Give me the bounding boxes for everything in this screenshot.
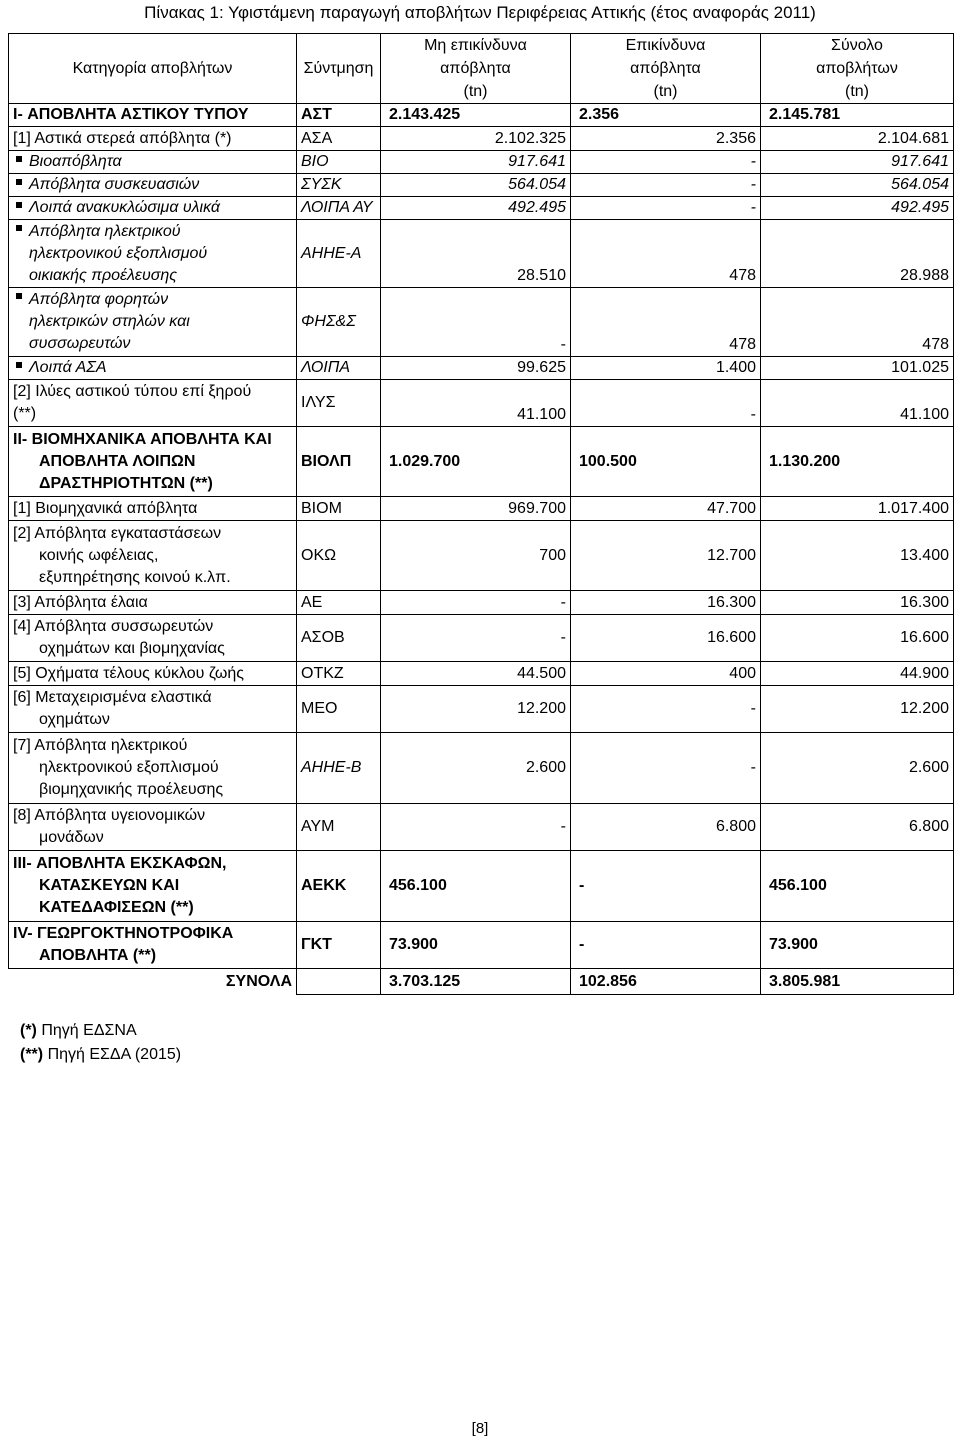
row-label: [4] Απόβλητα συσσωρευτών οχημάτων και βιομηχανίας bbox=[9, 615, 297, 662]
row-total: 6.800 bbox=[761, 804, 954, 851]
row-label: [5] Οχήματα τέλους κύκλου ζωής bbox=[9, 662, 297, 686]
row-total: 478 bbox=[761, 288, 954, 357]
row-hazardous: - bbox=[571, 733, 761, 804]
row-hazardous: - bbox=[571, 197, 761, 220]
row-label: Απόβλητα φορητών ηλεκτρικών στηλών και συσσωρευτών bbox=[9, 288, 297, 357]
bullet-icon bbox=[16, 179, 22, 185]
row-label: [1] Βιομηχανικά απόβλητα bbox=[9, 497, 297, 521]
row-hazardous: 47.700 bbox=[571, 497, 761, 521]
row-abbr: ΑΣΤ bbox=[297, 104, 381, 127]
row-label: [2] Ιλύες αστικού τύπου επί ξηρού (**) bbox=[9, 380, 297, 427]
row-abbr: ΒΙΟΜ bbox=[297, 497, 381, 521]
row-abbr: ΣΥΣΚ bbox=[297, 174, 381, 197]
row-nonhazardous: 2.600 bbox=[381, 733, 571, 804]
row-label: [2] Απόβλητα εγκαταστάσεων κοινής ωφέλειας, εξυπηρέτησης κοινού κ.λπ. bbox=[9, 521, 297, 591]
row-nonhazardous: 564.054 bbox=[381, 174, 571, 197]
table-row bbox=[9, 733, 954, 804]
footnote-source-2: (**) Πηγή ΕΣΔΑ (2015) bbox=[20, 1046, 182, 1063]
row-label: [1] Αστικά στερεά απόβλητα (*) bbox=[9, 127, 297, 151]
row-abbr: ΑΥΜ bbox=[297, 804, 381, 851]
table-row bbox=[9, 521, 954, 591]
row-nonhazardous: 969.700 bbox=[381, 497, 571, 521]
row-abbr: ΒΙΟΛΠ bbox=[297, 427, 381, 497]
waste-production-table bbox=[8, 33, 954, 995]
row-label: Βιοαπόβλητα bbox=[9, 151, 297, 174]
row-total: 2.104.681 bbox=[761, 127, 954, 151]
row-abbr: ΟΚΩ bbox=[297, 521, 381, 591]
row-nonhazardous: 2.102.325 bbox=[381, 127, 571, 151]
row-total: 2.145.781 bbox=[761, 104, 954, 127]
row-nonhazardous: 44.500 bbox=[381, 662, 571, 686]
row-hazardous: 2.356 bbox=[571, 104, 761, 127]
totals-nonhazardous: 3.703.125 bbox=[381, 969, 571, 995]
header-hazardous: Επικίνδυνα απόβλητα (tn) bbox=[571, 34, 761, 104]
row-hazardous: 400 bbox=[571, 662, 761, 686]
table-row bbox=[9, 497, 954, 521]
table-row bbox=[9, 151, 954, 174]
row-hazardous: 100.500 bbox=[571, 427, 761, 497]
page-number: [8] bbox=[471, 1420, 489, 1437]
row-nonhazardous: - bbox=[381, 591, 571, 615]
row-total: 44.900 bbox=[761, 662, 954, 686]
row-label: II- ΒΙΟΜΗΧΑΝΙΚΑ ΑΠΟΒΛΗΤΑ ΚΑΙ ΑΠΟΒΛΗΤΑ ΛΟΙΠΩΝ ΔΡΑΣΤΗΡΙΟΤΗΤΩΝ (**) bbox=[9, 427, 297, 497]
row-hazardous: - bbox=[571, 686, 761, 733]
row-total: 13.400 bbox=[761, 521, 954, 591]
bullet-icon bbox=[16, 156, 22, 162]
header-nonhazardous: Μη επικίνδυνα απόβλητα (tn) bbox=[381, 34, 571, 104]
row-total: 917.641 bbox=[761, 151, 954, 174]
row-abbr: ΑΣΑ bbox=[297, 127, 381, 151]
table-row bbox=[9, 922, 954, 969]
row-hazardous: 6.800 bbox=[571, 804, 761, 851]
table-row bbox=[9, 804, 954, 851]
row-hazardous: - bbox=[571, 174, 761, 197]
table-row bbox=[9, 686, 954, 733]
row-label: Λοιπά ανακυκλώσιμα υλικά bbox=[9, 197, 297, 220]
table-row bbox=[9, 197, 954, 220]
row-hazardous: 478 bbox=[571, 288, 761, 357]
row-total: 16.300 bbox=[761, 591, 954, 615]
row-label: [6] Μεταχειρισμένα ελαστικά οχημάτων bbox=[9, 686, 297, 733]
table-row bbox=[9, 357, 954, 380]
totals-abbr-empty bbox=[297, 969, 381, 995]
row-abbr: ΑΣΟΒ bbox=[297, 615, 381, 662]
row-nonhazardous: 28.510 bbox=[381, 220, 571, 288]
row-label: III- ΑΠΟΒΛΗΤΑ ΕΚΣΚΑΦΩΝ, ΚΑΤΑΣΚΕΥΩΝ ΚΑΙ ΚΑΤΕΔΑΦΙΣΕΩΝ (**) bbox=[9, 851, 297, 922]
table-row bbox=[9, 851, 954, 922]
header-total: Σύνολο αποβλήτων (tn) bbox=[761, 34, 954, 104]
row-nonhazardous: 41.100 bbox=[381, 380, 571, 427]
row-label: Απόβλητα συσκευασιών bbox=[9, 174, 297, 197]
table-row bbox=[9, 427, 954, 497]
row-abbr: ΒΙΟ bbox=[297, 151, 381, 174]
row-label: [7] Απόβλητα ηλεκτρικού ηλεκτρονικού εξοπλισμού βιομηχανικής προέλευσης bbox=[9, 733, 297, 804]
row-nonhazardous: - bbox=[381, 288, 571, 357]
bullet-icon bbox=[16, 225, 22, 231]
row-label: [8] Απόβλητα υγειονομικών μονάδων bbox=[9, 804, 297, 851]
row-abbr: ΑΗΗΕ-Β bbox=[297, 733, 381, 804]
table-row bbox=[9, 615, 954, 662]
totals-total: 3.805.981 bbox=[761, 969, 954, 995]
row-abbr: ΑΗΗΕ-Α bbox=[297, 220, 381, 288]
row-nonhazardous: - bbox=[381, 804, 571, 851]
table-row bbox=[9, 127, 954, 151]
row-hazardous: - bbox=[571, 151, 761, 174]
row-nonhazardous: 99.625 bbox=[381, 357, 571, 380]
table-row bbox=[9, 220, 954, 288]
row-total: 2.600 bbox=[761, 733, 954, 804]
row-abbr: ΙΛΥΣ bbox=[297, 380, 381, 427]
row-total: 16.600 bbox=[761, 615, 954, 662]
row-hazardous: 16.600 bbox=[571, 615, 761, 662]
header-abbreviation: Σύντμηση bbox=[297, 34, 381, 104]
totals-hazardous: 102.856 bbox=[571, 969, 761, 995]
table-row bbox=[9, 591, 954, 615]
row-nonhazardous: 2.143.425 bbox=[381, 104, 571, 127]
row-hazardous: - bbox=[571, 922, 761, 969]
row-abbr: ΓΚΤ bbox=[297, 922, 381, 969]
row-abbr: ΟΤΚΖ bbox=[297, 662, 381, 686]
table-header-row bbox=[9, 34, 954, 104]
row-hazardous: 16.300 bbox=[571, 591, 761, 615]
totals-label: ΣΥΝΟΛΑ bbox=[9, 969, 297, 995]
row-nonhazardous: - bbox=[381, 615, 571, 662]
row-hazardous: - bbox=[571, 380, 761, 427]
row-total: 1.017.400 bbox=[761, 497, 954, 521]
row-hazardous: 1.400 bbox=[571, 357, 761, 380]
row-hazardous: - bbox=[571, 851, 761, 922]
table-row bbox=[9, 174, 954, 197]
footnote-source-1: (*) Πηγή ΕΔΣΝΑ bbox=[20, 1022, 137, 1039]
row-hazardous: 12.700 bbox=[571, 521, 761, 591]
row-total: 28.988 bbox=[761, 220, 954, 288]
row-abbr: ΛΟΙΠΑ ΑΥ bbox=[297, 197, 381, 220]
row-nonhazardous: 456.100 bbox=[381, 851, 571, 922]
row-total: 492.495 bbox=[761, 197, 954, 220]
row-nonhazardous: 12.200 bbox=[381, 686, 571, 733]
row-nonhazardous: 73.900 bbox=[381, 922, 571, 969]
row-total: 564.054 bbox=[761, 174, 954, 197]
row-abbr: ΦΗΣ&Σ bbox=[297, 288, 381, 357]
row-total: 456.100 bbox=[761, 851, 954, 922]
row-total: 41.100 bbox=[761, 380, 954, 427]
row-label: [3] Απόβλητα έλαια bbox=[9, 591, 297, 615]
row-abbr: ΛΟΙΠΑ bbox=[297, 357, 381, 380]
row-hazardous: 478 bbox=[571, 220, 761, 288]
table-row bbox=[9, 288, 954, 357]
row-abbr: ΑΕΚΚ bbox=[297, 851, 381, 922]
totals-row bbox=[9, 969, 954, 995]
row-nonhazardous: 492.495 bbox=[381, 197, 571, 220]
bullet-icon bbox=[16, 293, 22, 299]
bullet-icon bbox=[16, 362, 22, 368]
row-hazardous: 2.356 bbox=[571, 127, 761, 151]
row-nonhazardous: 917.641 bbox=[381, 151, 571, 174]
row-nonhazardous: 1.029.700 bbox=[381, 427, 571, 497]
bullet-icon bbox=[16, 202, 22, 208]
table-row bbox=[9, 662, 954, 686]
row-label: I- ΑΠΟΒΛΗΤΑ ΑΣΤΙΚΟΥ ΤΥΠΟΥ bbox=[9, 104, 297, 127]
row-total: 101.025 bbox=[761, 357, 954, 380]
table-row bbox=[9, 104, 954, 127]
row-label: Απόβλητα ηλεκτρικού ηλεκτρονικού εξοπλισμού οικιακής προέλευσης bbox=[9, 220, 297, 288]
header-category: Κατηγορία αποβλήτων bbox=[9, 34, 297, 104]
row-label: Λοιπά ΑΣΑ bbox=[9, 357, 297, 380]
table-title: Πίνακας 1: Υφιστάμενη παραγωγή αποβλήτων Περιφέρειας Αττικής (έτος αναφοράς 2011) bbox=[144, 3, 816, 22]
row-total: 12.200 bbox=[761, 686, 954, 733]
row-nonhazardous: 700 bbox=[381, 521, 571, 591]
row-abbr: ΑΕ bbox=[297, 591, 381, 615]
row-label: IV- ΓΕΩΡΓΟΚΤΗΝΟΤΡΟΦΙΚΑ ΑΠΟΒΛΗΤΑ (**) bbox=[9, 922, 297, 969]
row-total: 73.900 bbox=[761, 922, 954, 969]
row-total: 1.130.200 bbox=[761, 427, 954, 497]
table-row bbox=[9, 380, 954, 427]
row-abbr: ΜΕΟ bbox=[297, 686, 381, 733]
